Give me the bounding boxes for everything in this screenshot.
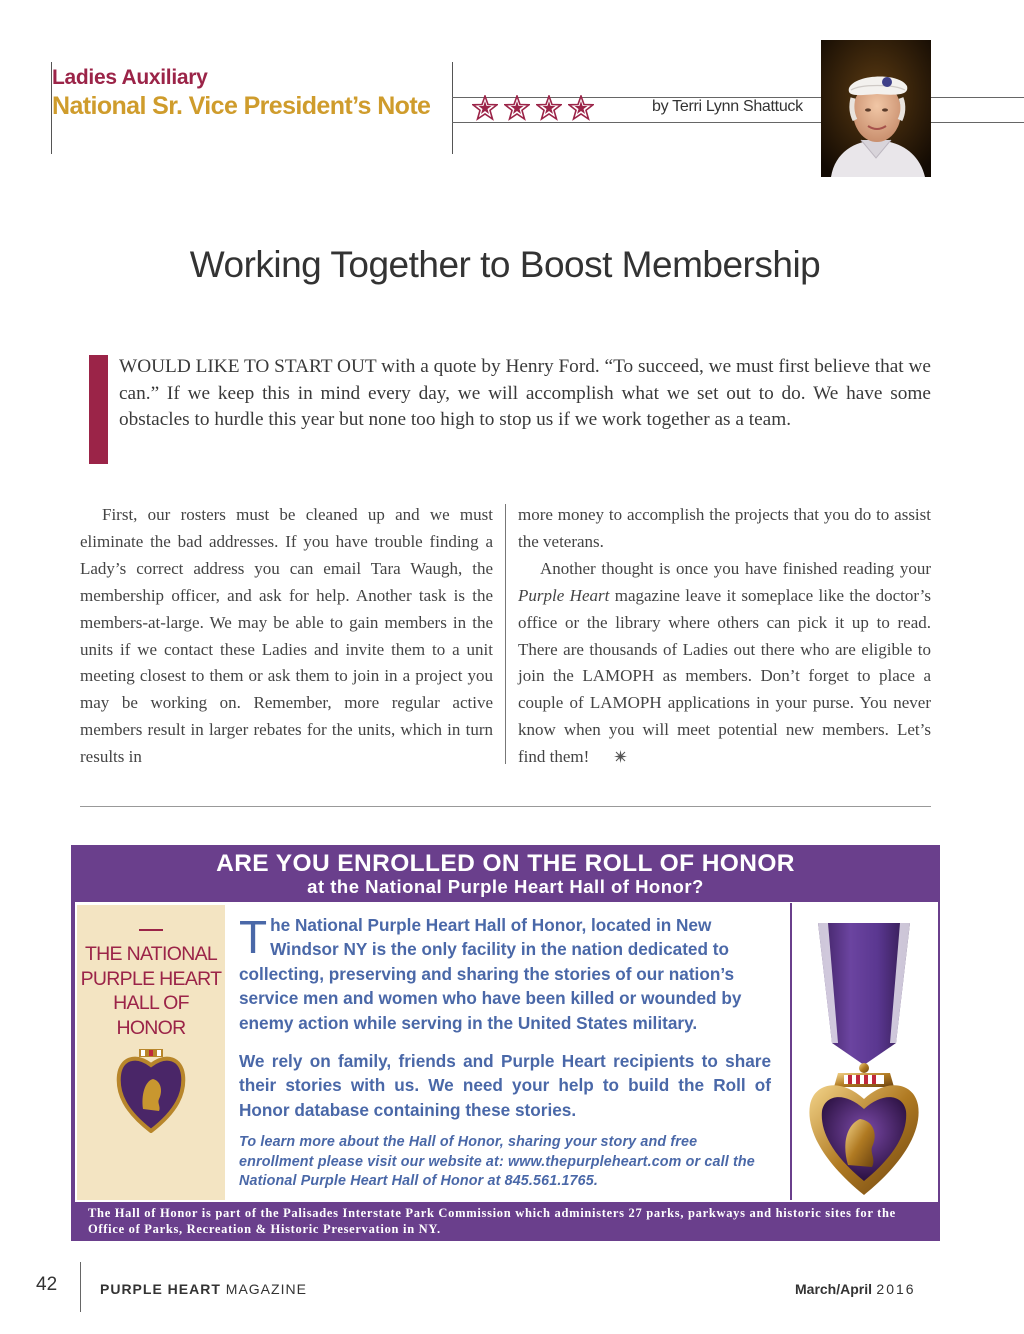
logo-line-3: HALL OF [113, 992, 189, 1014]
logo-top-line [139, 929, 163, 931]
magazine-name [100, 1281, 307, 1297]
column-divider [505, 504, 506, 764]
col2-paragraph-1: more money to accomplish the projects that you do to assist the veterans. [518, 505, 931, 551]
author-portrait [821, 40, 931, 177]
ad-paragraph-1-text: he National Purple Heart Hall of Honor, located in New Windsor NY is the only facility in the nation dedicated to collecting, preserving and sharing the stories of our nation’s service men and women who have been killed or wounded by enemy action while serving in the United States military. [239, 915, 742, 1033]
magazine-name-rest: MAGAZINE [220, 1281, 307, 1297]
magazine-name-italic: Purple Heart [518, 585, 610, 605]
logo-line-1: THE NATIONAL [84, 943, 218, 965]
header-mid-rule [452, 62, 453, 154]
drop-cap-i [89, 355, 108, 464]
header-rule-bottom [452, 122, 1024, 123]
purple-heart-medal-image [800, 915, 928, 1200]
intro-paragraph [119, 354, 931, 434]
column-title: National Sr. Vice President’s Note [52, 92, 431, 120]
body-column-2 [518, 502, 931, 772]
footer-rule [80, 1262, 81, 1312]
ad-paragraph-2: We rely on family, friends and Purple Heart recipients to share their stories with us. We need your help to build the Roll of Honor database containing these stories. [239, 1051, 771, 1120]
section-separator [80, 806, 931, 807]
col1-paragraph: First, our rosters must be cleaned up and we must eliminate the bad addresses. If you have trouble finding a Lady’s correct address you can email Tara Waugh, the membership officer, and ask for help. Another task is the members-at-large. We may be able to gain members in the units if we contact these Ladies and invite them to a unit meeting closest to them or ask them to join in a project you may be working on. Remember, more regular active members result in larger rebates for the units, which in turn results in [80, 505, 493, 767]
intro-lead: WOULD LIKE TO START OUT [119, 356, 377, 377]
page-number: 42 [36, 1274, 58, 1295]
issue-date [795, 1281, 916, 1297]
col2-text-b: magazine leave it someplace like the doctor’s office or the library where others can pick it up to read. There are thousands of Ladies out there who are eligible to join the LAMOPH as members. Don’t forget to place a couple of LAMOPH applications in your purse. You never know when you will meet potential new members. Let’s find them! [518, 585, 931, 767]
star-row [472, 95, 594, 121]
hall-of-honor-logo [77, 905, 225, 1200]
end-mark-icon [592, 745, 627, 772]
issue-year: 2016 [876, 1281, 916, 1297]
logo-line-2: PURPLE HEART [80, 967, 222, 990]
star-icon [536, 95, 562, 121]
star-icon [504, 95, 530, 121]
ad-drop-cap: T [239, 911, 268, 963]
body-column-1 [80, 502, 493, 771]
col2-text-a: Another thought is once you have finished reading your [540, 558, 931, 578]
star-icon [472, 95, 498, 121]
logo-heart-icon [115, 1045, 187, 1133]
section-label: Ladies Auxiliary [52, 66, 208, 89]
ad-title: ARE YOU ENROLLED ON THE ROLL OF HONOR [216, 850, 795, 877]
intro-rest: with a quote by Henry Ford. “To succeed, we must first believe that we can.” If we keep this in mind every day, we will accomplish what we set out to do. We have some obstacles to hurdle this year but none too high to stop us if we work together as a team. [119, 356, 931, 430]
article-headline: Working Together to Boost Membership [189, 244, 821, 285]
ad-paragraph-1 [239, 913, 771, 1035]
col2-paragraph-2 [518, 556, 931, 772]
ad-paragraph-3: To learn more about the Hall of Honor, sharing your story and free enrollment please visit our website at: www.thepurpleheart.com or call the National Purple Heart Hall of Honor at 845.561.1765. [239, 1134, 755, 1190]
ad-body [239, 913, 771, 1192]
byline: by Terri Lynn Shattuck [652, 98, 803, 115]
logo-text [77, 942, 225, 1040]
logo-line-4: HONOR [116, 1016, 186, 1039]
magazine-name-bold: PURPLE HEART [100, 1281, 221, 1297]
ad-footer-note: The Hall of Honor is part of the Palisades Interstate Park Commission which administers 27 parks, parkways and historic sites for the Office of Parks, Recreation & Historic Preservation in NY. [88, 1206, 896, 1236]
star-icon [568, 95, 594, 121]
ad-medal-divider [790, 903, 792, 1200]
ad-subtitle: at the National Purple Heart Hall of Honor? [307, 876, 704, 897]
issue-months: March/April [795, 1281, 873, 1297]
